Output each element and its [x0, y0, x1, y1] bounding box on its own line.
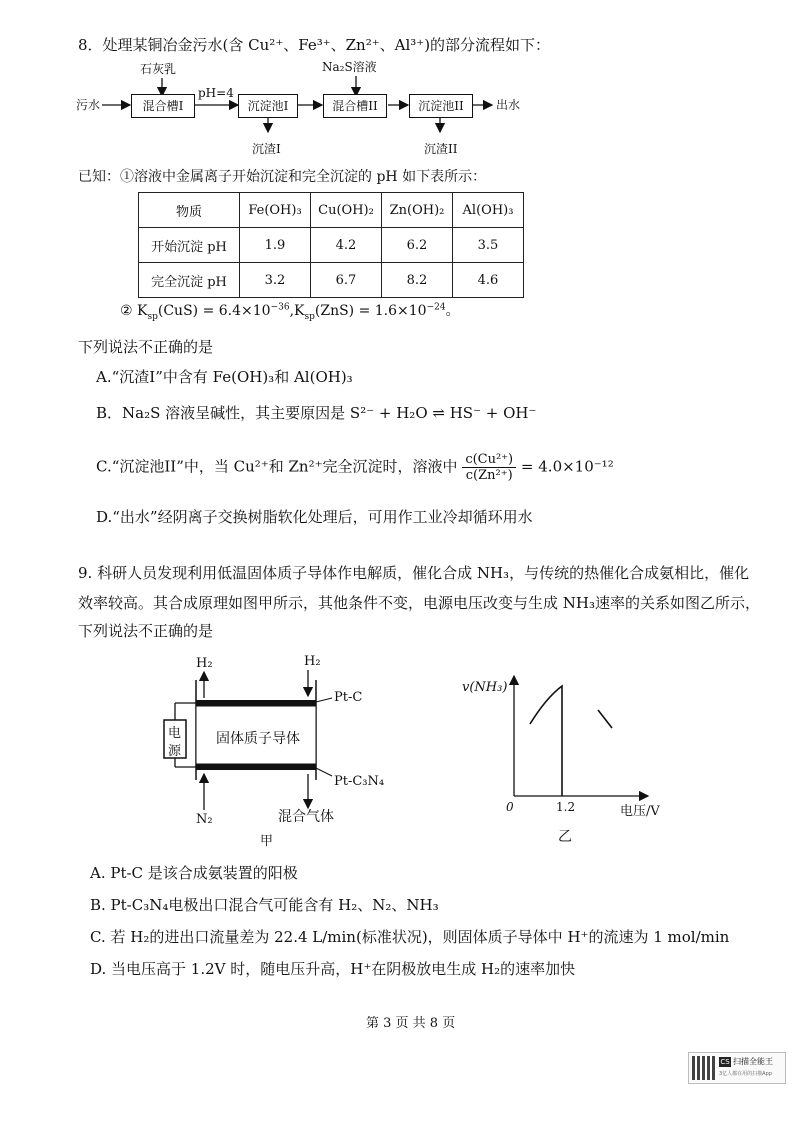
reagent-na2s: Na₂S溶液: [322, 60, 377, 74]
ksp-zns: (ZnS) = 1.6×10: [314, 303, 427, 319]
cs-logo-icon: CS: [720, 1058, 730, 1066]
label-proton-conductor: 固体质子导体: [216, 731, 300, 747]
graph-tick-1-2: 1.2: [556, 800, 576, 814]
fraction-numerator: c(Cu²⁺): [462, 452, 516, 468]
ksp-symbol: K: [137, 303, 148, 319]
rate-curve-rising: [530, 686, 562, 796]
rate-curve-falling: [598, 710, 612, 728]
power-source-char-1: 电: [168, 726, 182, 741]
ksp-symbol: ,K: [289, 303, 305, 319]
q8-option-d: D.“出水”经阴离子交换树脂软化处理后，可用作工业冷却循环用水: [96, 508, 533, 526]
period: 。: [445, 303, 460, 319]
q9-stem-1: 9. 科研人员发现利用低温固体质子导体作电解质，催化合成 NH₃，与传统的热催化合成氨相比，催化: [78, 564, 750, 582]
ph-table: [138, 192, 524, 298]
q8-known-1: 已知：①溶液中金属离子开始沉淀和完全沉淀的 pH 如下表所示：: [78, 169, 487, 185]
graph-ylabel: v(NH₃): [462, 680, 508, 695]
table-cell: 4.2: [311, 228, 382, 263]
reagent-lime: 石灰乳: [140, 62, 177, 76]
q8-option-a: A.“沉渣I”中含有 Fe(OH)₃和 Al(OH)₃: [96, 368, 353, 386]
table-cell: 1.9: [240, 228, 311, 263]
known2-marker: ②: [120, 303, 133, 319]
q8-question: 下列说法不正确的是: [78, 338, 214, 356]
page-number: 第 3 页 共 8 页: [366, 1016, 456, 1031]
q8-option-b: B．Na₂S 溶液呈碱性，其主要原因是 S²⁻ + H₂O ⇌ HS⁻ + OH⁻: [96, 404, 537, 422]
caption-yi: 乙: [558, 829, 572, 845]
label-n2-in: N₂: [196, 812, 213, 827]
option-c-text: C.“沉淀池II”中，当 Cu²⁺和 Zn²⁺完全沉淀时，溶液中: [96, 457, 458, 476]
table-header: 物质: [139, 193, 240, 228]
flow-input: 污水: [76, 98, 101, 112]
label-mixed-gas: 混合气体: [278, 809, 334, 825]
sludge-2: 沉渣II: [424, 142, 458, 156]
ksp-cus-exp: −36: [270, 302, 290, 313]
sludge-1: 沉渣I: [252, 142, 281, 156]
table-cell: 8.2: [382, 263, 453, 298]
settling-pool-2: 沉淀池II: [409, 94, 473, 118]
concentration-ratio: [462, 452, 516, 483]
q9-option-b: B. Pt-C₃N₄电极出口混合气可能含有 H₂、N₂、NH₃: [90, 896, 439, 914]
table-header: Fe(OH)₃: [240, 193, 311, 228]
table-cell: 6.7: [311, 263, 382, 298]
watermark-brand: 扫描全能王: [733, 1057, 773, 1066]
table-cell: 6.2: [382, 228, 453, 263]
table-header: Al(OH)₃: [453, 193, 524, 228]
table-row: [139, 263, 524, 298]
flow-output: 出水: [496, 98, 521, 112]
mixing-tank-1: 混合槽I: [131, 94, 195, 118]
ph-label: pH=4: [198, 86, 234, 100]
scanner-watermark: [688, 1052, 786, 1084]
q9-option-c: C. 若 H₂的进出口流量差为 22.4 L/min(标准状况)，则固体质子导体中 H⁺的流速为 1 mol/min: [90, 928, 730, 946]
table-cell: 开始沉淀 pH: [139, 228, 240, 263]
rate-voltage-graph: [500, 668, 660, 808]
table-cell: 3.2: [240, 263, 311, 298]
caption-jia: 甲: [260, 834, 274, 849]
ksp-cus: (CuS) = 6.4×10: [157, 303, 271, 319]
table-header-row: [139, 193, 524, 228]
graph-xlabel: 电压/V: [620, 804, 660, 819]
table-cell: 完全沉淀 pH: [139, 263, 240, 298]
table-row: [139, 228, 524, 263]
table-cell: 3.5: [453, 228, 524, 263]
q8-stem: 8．处理某铜冶金污水(含 Cu²⁺、Fe³⁺、Zn²⁺、Al³⁺)的部分流程如下：: [78, 36, 551, 54]
option-c-value: = 4.0×10⁻¹²: [520, 457, 614, 476]
table-cell: 4.6: [453, 263, 524, 298]
q8-option-c: [96, 452, 614, 483]
label-pt-c3n4: Pt-C₃N₄: [334, 774, 385, 789]
q9-option-d: D. 当电压高于 1.2V 时，随电压升高，H⁺在阴极放电生成 H₂的速率加快: [90, 960, 576, 978]
q8-known-2: [120, 300, 460, 322]
label-pt-c: Pt-C: [334, 690, 363, 705]
watermark-sub: 3亿人都在用的扫描App: [719, 1071, 772, 1077]
q9-stem-2: 效率较高。其合成原理如图甲所示，其他条件不变，电源电压改变与生成 NH₃速率的关系如图乙所示，: [78, 594, 760, 612]
power-source-char-2: 源: [168, 744, 182, 759]
mixing-tank-2: 混合槽II: [323, 94, 387, 118]
settling-pool-1: 沉淀池I: [238, 94, 298, 118]
table-header: Zn(OH)₂: [382, 193, 453, 228]
q9-stem-3: 下列说法不正确的是: [78, 622, 214, 640]
label-h2-out: H₂: [196, 656, 213, 671]
graph-origin: 0: [506, 800, 514, 814]
ksp-zns-exp: −24: [426, 302, 446, 313]
ksp-sub: sp: [147, 311, 158, 322]
table-header: Cu(OH)₂: [311, 193, 382, 228]
ksp-sub: sp: [304, 311, 315, 322]
label-h2-in: H₂: [304, 654, 321, 669]
fraction-denominator: c(Zn²⁺): [465, 468, 513, 483]
qr-code-icon: [692, 1056, 716, 1080]
q9-option-a: A. Pt-C 是该合成氨装置的阳极: [90, 864, 298, 882]
